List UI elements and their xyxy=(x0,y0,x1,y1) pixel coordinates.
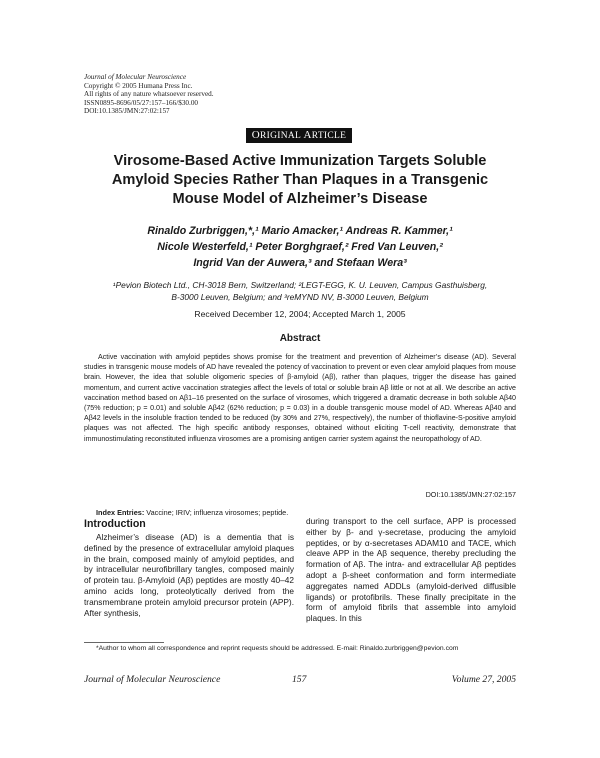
journal-meta-block xyxy=(84,73,344,116)
author-list xyxy=(90,223,510,271)
footnote-divider xyxy=(84,642,164,643)
abstract-heading: Abstract xyxy=(279,333,321,344)
footer-page-number: 157 xyxy=(292,674,307,685)
introduction-heading: Introduction xyxy=(84,518,146,530)
footer-journal: Journal of Molecular Neuroscience xyxy=(84,674,221,685)
banner-cap-2: A xyxy=(303,129,312,141)
received-dates: Received December 12, 2004; Accepted March 1, 2005 xyxy=(194,309,406,319)
article-type-banner xyxy=(246,128,352,143)
banner-text-1: RIGINAL xyxy=(260,131,304,141)
doi-line: DOI:10.1385/JMN:27:02:157 xyxy=(84,107,170,116)
abstract-text: Active vaccination with amyloid peptides shows promise for the treatment and prevention of Alzheimer’s disease (AD). Several studies in transgenic mouse models of AD have revealed the potency of vaccination to prevent or even clear amyloid plaques from mouse brain. However, the idea that soluble oligomeric species of β-amyloid (Aβ), rather than plaques, trigger the disease has gained momentum, and current active vaccination strategies affect the levels of total or soluble brain Aβ little or not at all. We describe an active vaccination method based on Aβ1–16 presented on the surface of virosomes, which triggered a dramatic decrease in both soluble Aβ40 (75% reduction; p = 0.01) and soluble Aβ42 (62% reduction; p = 0.03) in a double transgenic mouse model of AD. Whereas Aβ40 and Aβ42 levels in the insoluble fraction tended to be reduced (by 30% and 27%, respectively), the number of thioflavine-S-positive amyloid plaques was not affected. The high specific antibody responses, obtained without eliciting T-cell reactivity, demonstrate that immunostimulating reconstituted influenza virosomes are a promising antigen carrier system against the neuropathology of AD. xyxy=(84,353,516,443)
footer-volume: Volume 27, 2005 xyxy=(451,674,516,685)
author-line-3: Ingrid Van der Auwera,³ and Stefaan Wera³ xyxy=(193,257,407,269)
index-terms: Vaccine; IRIV; influenza virosomes; peptide. xyxy=(146,508,289,517)
journal-name: Journal of Molecular Neuroscience xyxy=(84,73,187,81)
correspondence-footnote: *Author to whom all correspondence and reprint requests should be addressed. E-mail: Rinaldo.zurbriggen@pevion.com xyxy=(96,645,459,652)
author-line-2: Nicole Westerfeld,¹ Peter Borghgraef,² Fred Van Leuven,² xyxy=(157,241,443,253)
author-line-1: Rinaldo Zurbriggen,*,¹ Mario Amacker,¹ Andreas R. Kammer,¹ xyxy=(147,225,453,237)
banner-cap-1: O xyxy=(251,129,261,141)
intro-right-column: during transport to the cell surface, APP is processed either by β- and γ-secretase, producing the amyloid peptides, or by α-secretases ADAM10 and TACE, which cleave APP in the Aβ sequence, thereby precluding the formation of Aβ. The intra- and extracellular Aβ peptides adopt a β-sheet conformation and form intermediate aggregates named ADDLs (amyloid-derived diffusible ligands) or protofibrils. These finally precipitate in the form of amyloid fibrils that assemble into amyloid plaques. In this xyxy=(306,516,516,624)
issn-line: ISSN0895-8696/05/27:157–166/$30.00 xyxy=(84,98,199,107)
article-title: Virosome-Based Active Immunization Targets Soluble Amyloid Species Rather Than Plaques in a Transgenic Mouse Model of Alzheimer’s Disease xyxy=(111,153,489,207)
rights-line: All rights of any nature whatsoever reserved. xyxy=(84,90,214,99)
affiliations: ¹Pevion Biotech Ltd., CH-3018 Bern, Switzerland; ²LEGT-EGG, K. U. Leuven, Campus Gasthuisberg, B-3000 Leuven, Belgium; and ³reMYND NV, B-3000 Leuven, Belgium xyxy=(112,280,488,302)
index-label: Index Entries: xyxy=(96,508,145,517)
abstract-doi: DOI:10.1385/JMN:27:02:157 xyxy=(425,491,516,499)
intro-left-column: Alzheimer’s disease (AD) is a dementia that is defined by the presence of extracellular amyloid plaques in the brain, composed mainly of amyloid peptides, and by intracellular neurofibrillary tangles, composed mainly of protein tau. β-Amyloid (Aβ) peptides are mostly 40–42 amino acids long, proteolytically derived from the transmembrane protein amyloid precursor protein (APP). After synthesis, xyxy=(84,532,294,618)
banner-text-2: RTICLE xyxy=(311,131,347,141)
copyright-line: Copyright © 2005 Humana Press Inc. xyxy=(84,81,193,90)
